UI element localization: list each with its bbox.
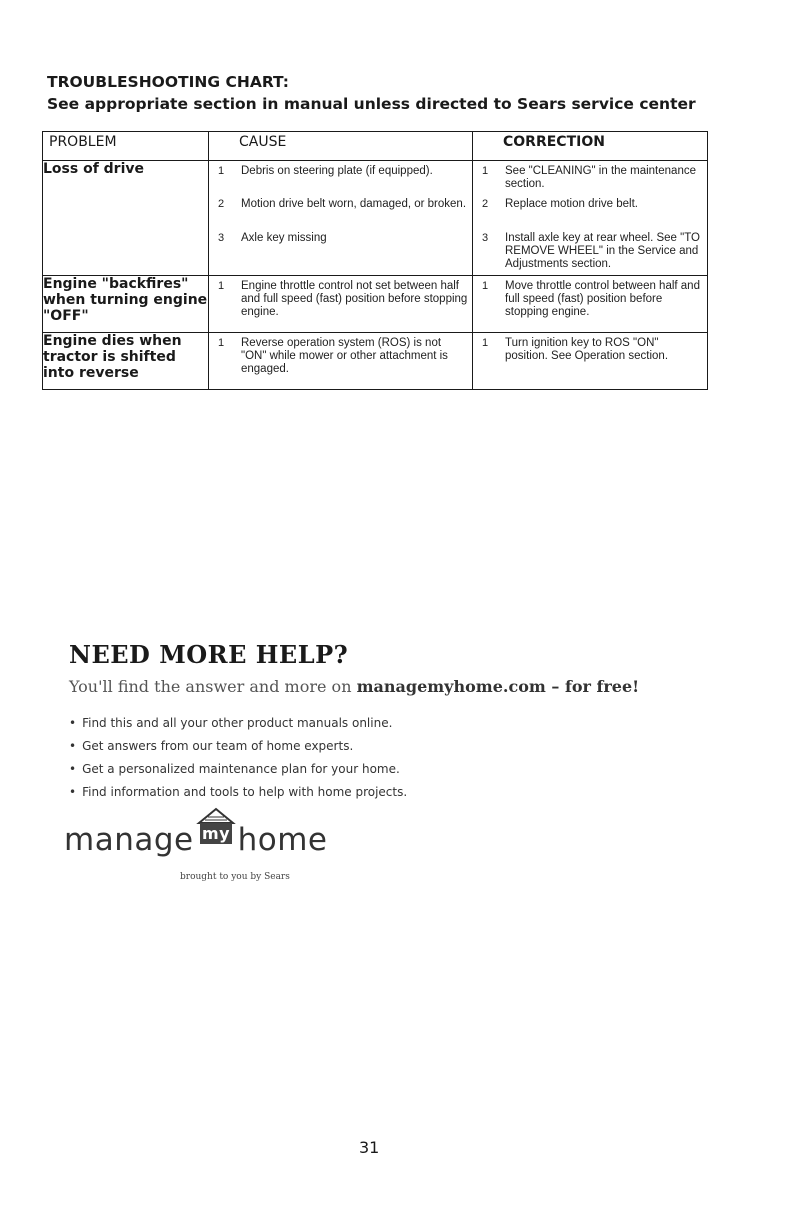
house-icon xyxy=(196,806,236,854)
cause-cell xyxy=(209,161,473,276)
header-problem: PROBLEM xyxy=(43,132,209,161)
cause-cell xyxy=(209,333,473,390)
page-number: 31 xyxy=(359,1138,380,1157)
cause-number: 3 xyxy=(217,232,225,244)
correction-cell xyxy=(473,333,708,390)
correction-text: Turn ignition key to ROS "ON" position. See Operation section. xyxy=(505,337,669,362)
cause-number: 1 xyxy=(217,165,225,177)
header-cause: CAUSE xyxy=(209,132,473,161)
subtitle-suffix: – for free! xyxy=(545,677,640,696)
logo-badge: my xyxy=(201,824,230,843)
subtitle-prefix: You'll find the answer and more on xyxy=(69,677,357,696)
table-header-row xyxy=(43,132,708,161)
cause-cell xyxy=(209,276,473,333)
troubleshooting-table xyxy=(42,131,708,390)
correction-cell xyxy=(473,161,708,276)
problem-cell: Engine dies when tractor is shifted into reverse xyxy=(43,333,209,390)
cause-text: Engine throttle control not set between half and full speed (fast) position before stopping engine. xyxy=(241,280,468,318)
managemyhome-logo xyxy=(64,810,327,858)
correction-text: Install axle key at rear wheel. See "TO REMOVE WHEEL" in the Service and Adjustments section. xyxy=(505,232,700,270)
correction-text: Move throttle control between half and full speed (fast) position before stopping engine. xyxy=(505,280,700,318)
problem-cell: Engine "backfires" when turning engine "OFF" xyxy=(43,276,209,333)
correction-number: 1 xyxy=(481,280,489,292)
chart-heading xyxy=(47,72,747,115)
logo-text-left: manage xyxy=(64,822,194,858)
list-item: • Get answers from our team of home experts. xyxy=(69,735,729,758)
table-row xyxy=(43,276,708,333)
cause-number: 2 xyxy=(217,198,225,210)
correction-number: 1 xyxy=(481,337,489,349)
help-title: NEED MORE HELP? xyxy=(69,640,349,669)
chart-subtitle: See appropriate section in manual unless directed to Sears service center xyxy=(47,95,696,113)
correction-number: 1 xyxy=(481,165,489,177)
list-item: • Get a personalized maintenance plan for your home. xyxy=(69,758,729,781)
logo-text-right: home xyxy=(237,822,328,858)
list-item: • Find this and all your other product manuals online. xyxy=(69,712,729,735)
table-row xyxy=(43,161,708,276)
help-section xyxy=(69,640,729,804)
site-link[interactable]: managemyhome.com xyxy=(356,677,546,696)
help-bullet-list xyxy=(69,712,729,804)
logo-tagline: brought to you by Sears xyxy=(180,872,290,882)
cause-text: Reverse operation system (ROS) is not "ON" while mower or other attachment is engaged. xyxy=(241,337,448,375)
table-row xyxy=(43,333,708,390)
correction-number: 2 xyxy=(481,198,489,210)
cause-number: 1 xyxy=(217,337,225,349)
help-subtitle xyxy=(69,677,729,696)
correction-text: See "CLEANING" in the maintenance section. xyxy=(505,165,696,190)
cause-text: Debris on steering plate (if equipped). xyxy=(241,165,433,177)
cause-text: Motion drive belt worn, damaged, or broken. xyxy=(241,198,467,210)
cause-text: Axle key missing xyxy=(241,232,327,244)
correction-text: Replace motion drive belt. xyxy=(505,198,638,210)
correction-number: 3 xyxy=(481,232,489,244)
problem-cell: Loss of drive xyxy=(43,161,209,276)
list-item: • Find information and tools to help with home projects. xyxy=(69,781,729,804)
cause-number: 1 xyxy=(217,280,225,292)
header-correction: CORRECTION xyxy=(473,132,708,161)
chart-title: TROUBLESHOOTING CHART: xyxy=(47,73,289,91)
correction-cell xyxy=(473,276,708,333)
